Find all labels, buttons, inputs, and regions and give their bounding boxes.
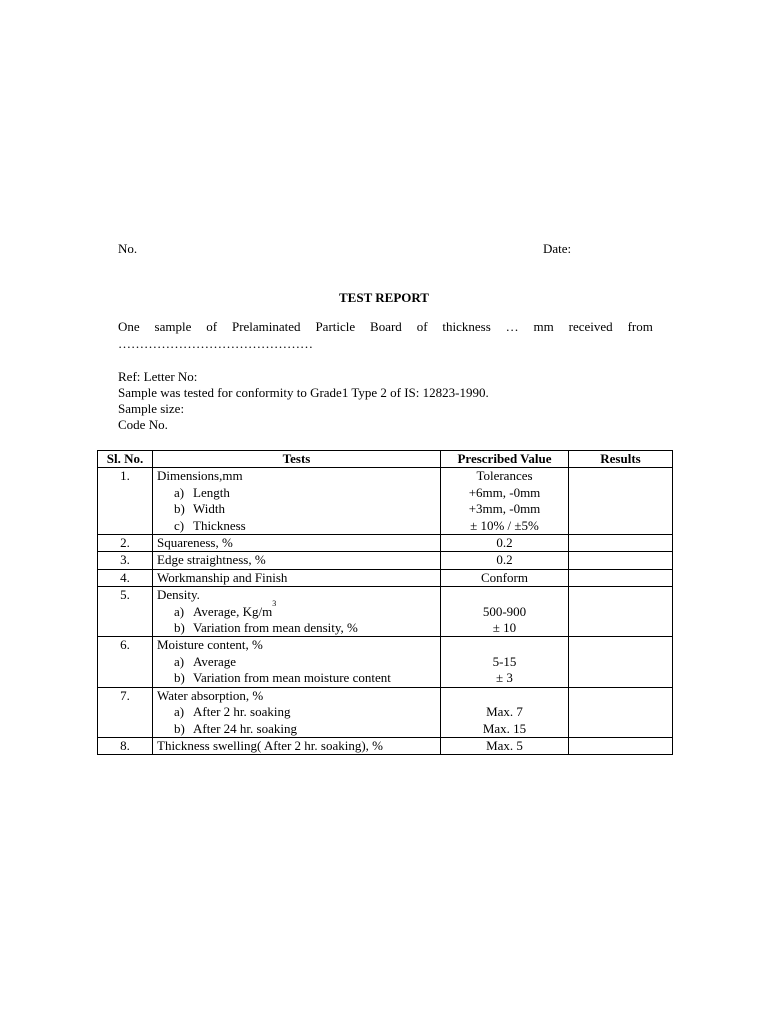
table-row: [98, 468, 673, 535]
test-name: Squareness, %: [157, 535, 233, 551]
header-prescribed-value: Prescribed Value: [441, 451, 569, 468]
prescribed-value-cell: [441, 637, 569, 687]
sub-test-label: b): [174, 620, 185, 636]
result-cell[interactable]: [569, 587, 673, 637]
table-row: [98, 552, 673, 569]
intro-word: from: [627, 319, 653, 334]
intro-word: Board: [370, 319, 402, 334]
test-cell: [153, 637, 441, 687]
table-header-row: [98, 451, 673, 468]
sub-test-label: b): [174, 720, 185, 736]
sub-prescribed-value: Max. 15: [482, 720, 527, 736]
test-name: Water absorption, %: [157, 687, 264, 703]
sl-no-cell: 6.: [98, 637, 153, 687]
test-cell: [153, 587, 441, 637]
table-row: [98, 737, 673, 754]
prescribed-value-cell: [441, 569, 569, 586]
sub-test-label: b): [174, 501, 185, 517]
table-row: [98, 687, 673, 737]
prescribed-value-cell: [441, 468, 569, 535]
sub-test-item: [157, 598, 436, 620]
sub-test-label: c): [174, 517, 185, 533]
result-cell[interactable]: [569, 552, 673, 569]
prescribed-value-cell: [441, 687, 569, 737]
sample-size-label: Sample size:: [118, 401, 185, 416]
table-row: [98, 569, 673, 586]
sub-test-label: b): [174, 670, 185, 686]
result-cell[interactable]: [569, 535, 673, 552]
sub-test-item: [157, 485, 436, 501]
sl-no-cell: 7.: [98, 687, 153, 737]
sub-test-text: After 24 hr. soaking: [193, 720, 297, 736]
test-cell: [153, 687, 441, 737]
test-name: Moisture content, %: [157, 637, 263, 653]
intro-sentence: [118, 319, 653, 335]
sub-test-item: [157, 518, 436, 534]
intro-word: One: [118, 319, 140, 334]
table-row: [98, 637, 673, 687]
sub-prescribed-value: ± 10: [492, 620, 517, 636]
sl-no-cell: 5.: [98, 587, 153, 637]
sub-prescribed-value: ± 10% / ±5%: [470, 517, 539, 533]
sub-prescribed-value: 5-15: [492, 653, 517, 669]
test-name: Dimensions,mm: [157, 468, 243, 484]
sub-test-text: Thickness: [193, 517, 246, 533]
test-cell: [153, 552, 441, 569]
sub-prescribed-value: +3mm, -0mm: [468, 501, 541, 517]
sub-test-item: [157, 654, 436, 670]
header-sl-no: Sl. No.: [98, 451, 153, 468]
intro-word: of: [206, 319, 218, 334]
conformity-statement: Sample was tested for conformity to Grade1 Type 2 of IS: 12823-1990.: [118, 385, 489, 400]
prescribed-value: 0.2: [496, 535, 513, 551]
test-report-table: [97, 450, 673, 755]
sub-test-item: [157, 620, 436, 636]
unit-superscript: 3: [272, 598, 277, 608]
report-date-label: Date:: [543, 241, 572, 256]
prescribed-value: Conform: [481, 569, 528, 585]
document-title: TEST REPORT: [339, 290, 429, 305]
result-cell[interactable]: [569, 468, 673, 535]
sub-test-item: [157, 670, 436, 686]
intro-word: of: [416, 319, 428, 334]
table-row: [98, 587, 673, 637]
header-tests: Tests: [153, 451, 441, 468]
prescribed-value: [445, 637, 564, 653]
sl-no-cell: 3.: [98, 552, 153, 569]
test-cell: [153, 535, 441, 552]
sub-test-item: [157, 704, 436, 720]
sl-no-cell: 8.: [98, 737, 153, 754]
prescribed-value-cell: [441, 587, 569, 637]
result-cell[interactable]: [569, 687, 673, 737]
sub-test-text: After 2 hr. soaking: [193, 704, 291, 720]
test-cell: [153, 468, 441, 535]
sub-test-label: a): [174, 704, 185, 720]
sub-test-item: [157, 501, 436, 517]
intro-word: Particle: [315, 319, 356, 334]
sl-no-cell: 4.: [98, 569, 153, 586]
intro-word: thickness: [442, 319, 491, 334]
test-name: Edge straightness, %: [157, 552, 266, 568]
prescribed-value: [445, 688, 564, 704]
sub-test-text: Width: [193, 501, 225, 517]
sub-test-label: a): [174, 484, 185, 500]
sub-prescribed-value: +6mm, -0mm: [468, 484, 541, 500]
test-cell: [153, 569, 441, 586]
prescribed-value-cell: [441, 535, 569, 552]
result-cell[interactable]: [569, 637, 673, 687]
intro-word: sample: [154, 319, 192, 334]
result-cell[interactable]: [569, 569, 673, 586]
prescribed-value: 0.2: [496, 552, 513, 568]
sub-test-text: Variation from mean density, %: [193, 620, 358, 636]
sl-no-cell: 1.: [98, 468, 153, 535]
test-name: Workmanship and Finish: [157, 569, 288, 585]
intro-word: received: [568, 319, 613, 334]
intro-dots: ………………………………………: [118, 336, 313, 351]
code-no-label: Code No.: [118, 417, 168, 432]
prescribed-value-cell: [441, 552, 569, 569]
report-number-label: No.: [118, 241, 138, 256]
prescribed-value-cell: [441, 737, 569, 754]
test-name: Density.: [157, 587, 200, 603]
prescribed-value: Max. 5: [486, 737, 523, 753]
header-results: Results: [569, 451, 673, 468]
sub-prescribed-value: Max. 7: [486, 704, 523, 720]
intro-word: Prelaminated: [231, 319, 301, 334]
sl-no-cell: 2.: [98, 535, 153, 552]
sub-test-text: Average, Kg/m: [193, 603, 273, 619]
sub-test-item: [157, 721, 436, 737]
sub-test-text: Length: [193, 484, 230, 500]
test-name: Thickness swelling( After 2 hr. soaking), %: [157, 737, 384, 753]
prescribed-value: [445, 587, 564, 603]
sub-test-label: a): [174, 603, 185, 619]
sub-prescribed-value: ± 3: [496, 670, 513, 686]
ref-letter-label: Ref: Letter No:: [118, 369, 198, 384]
result-cell[interactable]: [569, 737, 673, 754]
sub-test-text: Variation from mean moisture content: [193, 670, 391, 686]
intro-word: mm: [533, 319, 554, 334]
prescribed-value: Tolerances: [476, 468, 533, 484]
table-row: [98, 535, 673, 552]
test-cell: [153, 737, 441, 754]
sub-test-text: Average: [193, 653, 237, 669]
sub-prescribed-value: 500-900: [482, 603, 527, 619]
sub-test-label: a): [174, 653, 185, 669]
intro-word: …: [505, 319, 519, 334]
